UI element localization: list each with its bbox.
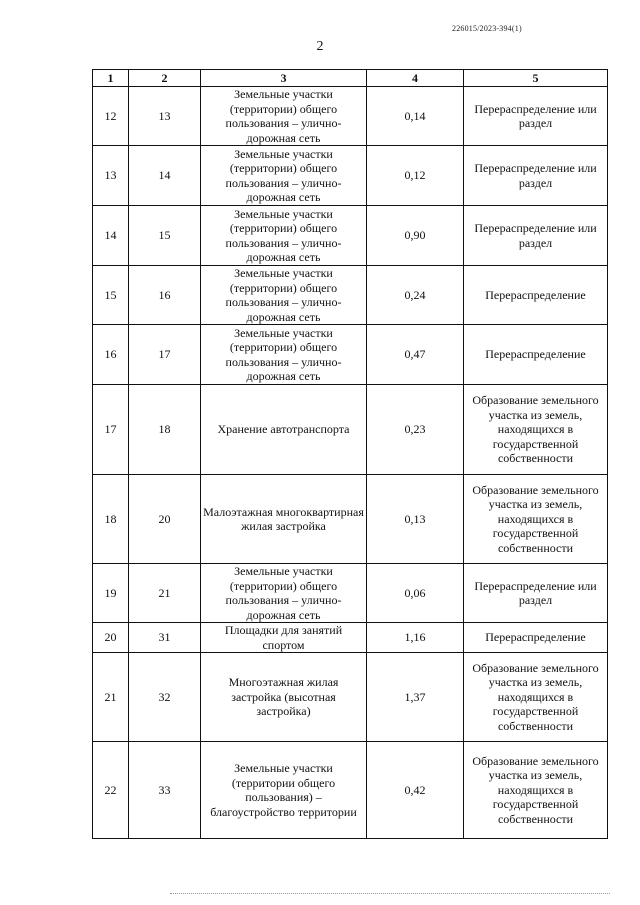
plot-number: 21 [129,564,201,623]
table-row [93,564,608,623]
scan-artifact [170,893,610,900]
row-number: 14 [93,206,129,266]
row-number: 12 [93,87,129,146]
plot-number: 17 [129,325,201,385]
area-value: 0,13 [367,475,464,564]
row-number: 16 [93,325,129,385]
permitted-use: Земельные участки (территории) общего пользования – улично-дорожная сеть [201,146,367,206]
plot-number: 13 [129,87,201,146]
formation-method: Образование земельного участка из земель, находящихся в государственной собственности [464,653,608,742]
plot-number: 32 [129,653,201,742]
plot-number: 18 [129,385,201,475]
row-number: 17 [93,385,129,475]
formation-method: Перераспределение или раздел [464,206,608,266]
formation-method: Образование земельного участка из земель, находящихся в государственной собственности [464,475,608,564]
formation-method: Образование земельного участка из земель, находящихся в государственной собственности [464,742,608,839]
area-value: 0,06 [367,564,464,623]
permitted-use: Земельные участки (территории) общего пользования – улично-дорожная сеть [201,266,367,325]
table-row [93,385,608,475]
formation-method: Образование земельного участка из земель, находящихся в государственной собственности [464,385,608,475]
plot-number: 14 [129,146,201,206]
formation-method: Перераспределение или раздел [464,87,608,146]
table-row [93,742,608,839]
permitted-use: Земельные участки (территории) общего пользования – улично-дорожная сеть [201,564,367,623]
area-value: 0,12 [367,146,464,206]
table-header-row [93,70,608,87]
area-value: 0,23 [367,385,464,475]
plot-number: 20 [129,475,201,564]
area-value: 0,47 [367,325,464,385]
table-row [93,325,608,385]
table-row [93,87,608,146]
column-header-2: 2 [129,70,201,87]
row-number: 13 [93,146,129,206]
plot-number: 15 [129,206,201,266]
permitted-use: Хранение автотранспорта [201,385,367,475]
formation-method: Перераспределение [464,325,608,385]
column-header-3: 3 [201,70,367,87]
permitted-use: Земельные участки (территории общего пользования) – благоустройство территории [201,742,367,839]
formation-method: Перераспределение или раздел [464,146,608,206]
permitted-use: Малоэтажная многоквартирная жилая застройка [201,475,367,564]
permitted-use: Земельные участки (территории) общего пользования – улично-дорожная сеть [201,206,367,266]
area-value: 0,90 [367,206,464,266]
row-number: 21 [93,653,129,742]
plot-number: 16 [129,266,201,325]
area-value: 1,37 [367,653,464,742]
column-header-1: 1 [93,70,129,87]
area-value: 0,42 [367,742,464,839]
table-row [93,653,608,742]
row-number: 19 [93,564,129,623]
area-value: 0,14 [367,87,464,146]
table-row [93,623,608,653]
permitted-use: Земельные участки (территории) общего пользования – улично-дорожная сеть [201,87,367,146]
formation-method: Перераспределение [464,623,608,653]
document-id: 226015/2023-394(1) [452,24,522,33]
row-number: 15 [93,266,129,325]
permitted-use: Многоэтажная жилая застройка (высотная застройка) [201,653,367,742]
permitted-use: Площадки для занятий спортом [201,623,367,653]
column-header-4: 4 [367,70,464,87]
permitted-use: Земельные участки (территории) общего пользования – улично-дорожная сеть [201,325,367,385]
formation-method: Перераспределение [464,266,608,325]
table-row [93,266,608,325]
plot-number: 31 [129,623,201,653]
column-header-5: 5 [464,70,608,87]
row-number: 22 [93,742,129,839]
row-number: 18 [93,475,129,564]
formation-method: Перераспределение или раздел [464,564,608,623]
page-number: 2 [316,39,324,54]
table-row [93,146,608,206]
area-value: 1,16 [367,623,464,653]
plot-number: 33 [129,742,201,839]
table-row [93,475,608,564]
land-plots-table [92,69,608,839]
row-number: 20 [93,623,129,653]
area-value: 0,24 [367,266,464,325]
table-row [93,206,608,266]
